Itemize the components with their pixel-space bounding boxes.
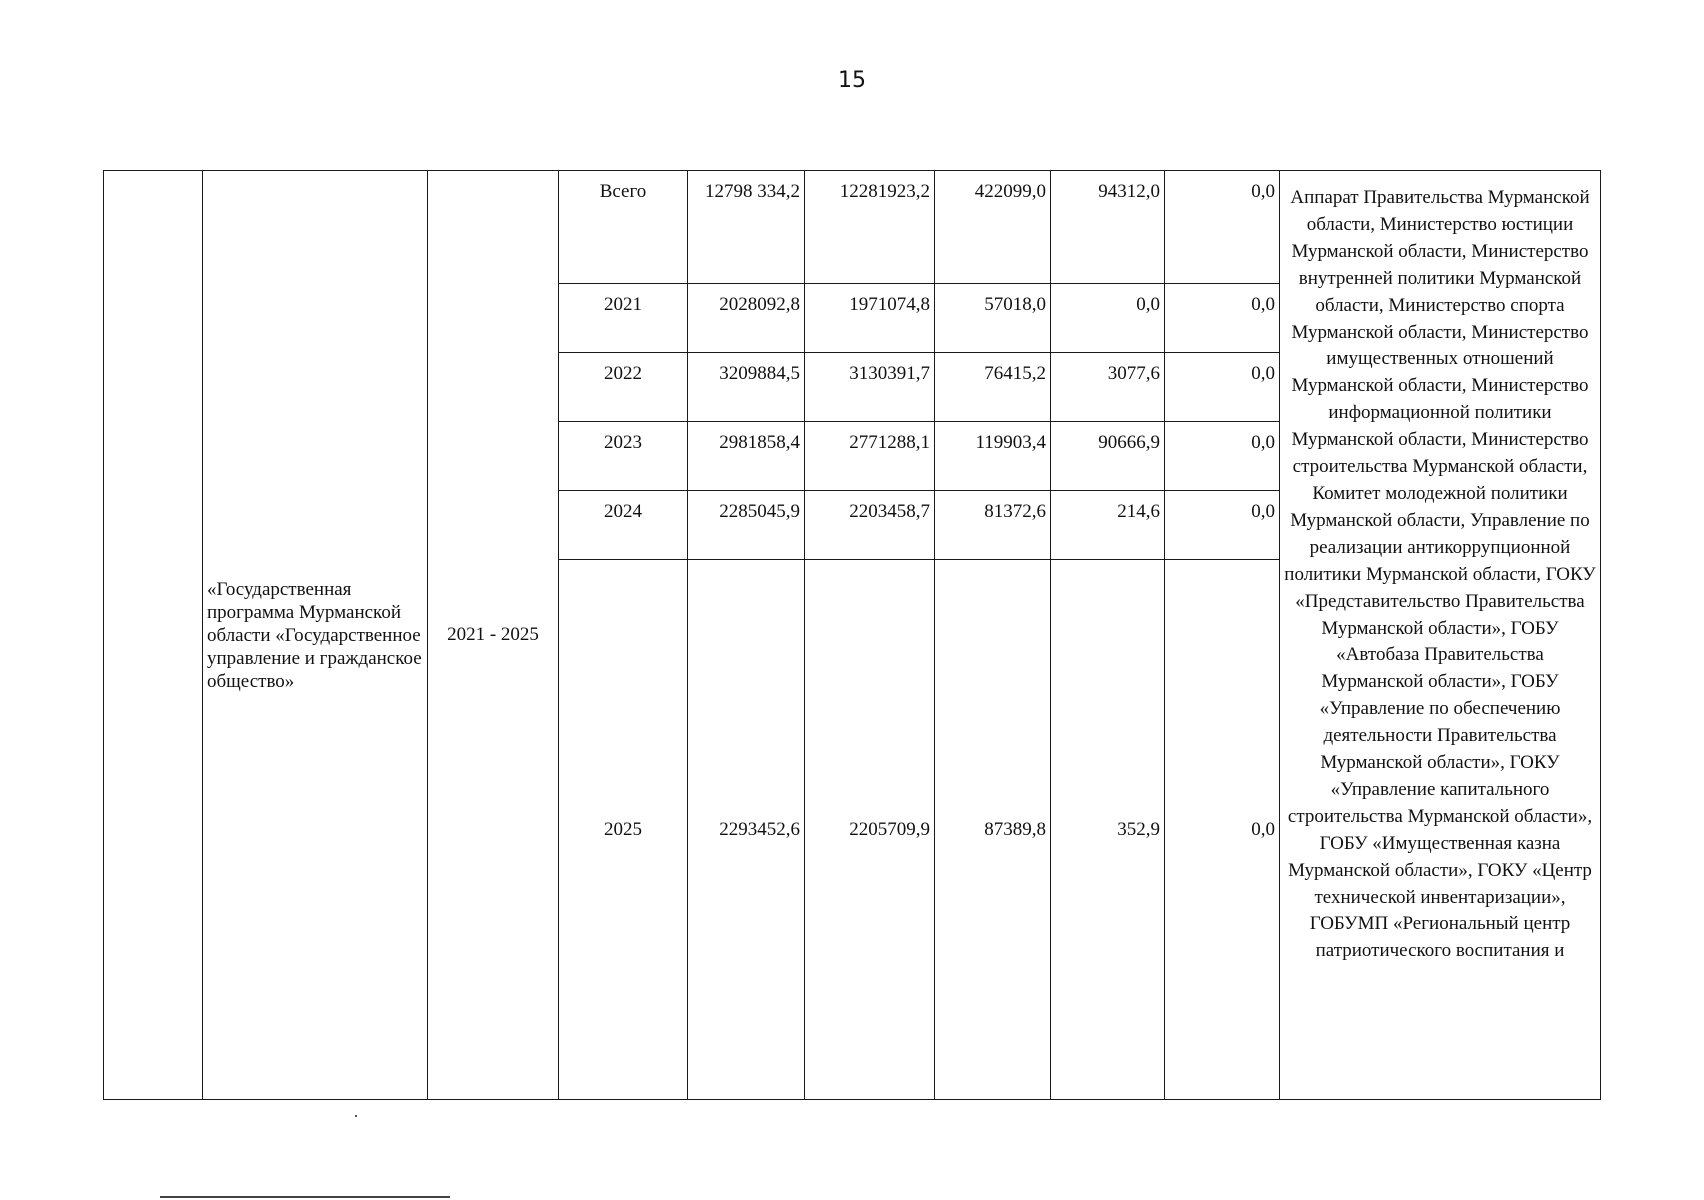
other-sources-cell: 0,0 [1165,560,1280,1100]
local-budget-cell: 90666,9 [1051,422,1165,491]
federal-budget-cell: 119903,4 [935,422,1051,491]
other-sources-cell: 0,0 [1165,171,1280,284]
local-budget-cell: 0,0 [1051,284,1165,353]
regional-budget-cell: 1971074,8 [805,284,935,353]
total-cell: 2285045,9 [688,491,805,560]
total-cell: 12798 334,2 [688,171,805,284]
local-budget-cell: 214,6 [1051,491,1165,560]
regional-budget-cell: 3130391,7 [805,353,935,422]
year-cell: 2024 [559,491,688,560]
other-sources-cell: 0,0 [1165,491,1280,560]
year-cell: 2025 [559,560,688,1100]
other-sources-cell: 0,0 [1165,422,1280,491]
other-sources-cell: 0,0 [1165,353,1280,422]
total-cell: 3209884,5 [688,353,805,422]
year-cell: 2023 [559,422,688,491]
other-sources-cell: 0,0 [1165,284,1280,353]
regional-budget-cell: 2771288,1 [805,422,935,491]
year-cell: 2021 [559,284,688,353]
financing-table [103,170,1601,1100]
number-cell [104,171,203,1100]
total-cell: 2028092,8 [688,284,805,353]
local-budget-cell: 94312,0 [1051,171,1165,284]
federal-budget-cell: 57018,0 [935,284,1051,353]
year-cell: 2022 [559,353,688,422]
local-budget-cell: 3077,6 [1051,353,1165,422]
program-name-cell: «Государственная программа Мурманской области «Государственное управление и гражданское общество» [203,171,428,1100]
federal-budget-cell: 81372,6 [935,491,1051,560]
regional-budget-cell: 12281923,2 [805,171,935,284]
page-number: 15 [838,68,866,93]
scan-speck [355,1115,357,1117]
total-cell: 2981858,4 [688,422,805,491]
federal-budget-cell: 422099,0 [935,171,1051,284]
federal-budget-cell: 87389,8 [935,560,1051,1100]
regional-budget-cell: 2203458,7 [805,491,935,560]
year-cell: Всего [559,171,688,284]
period-cell: 2021 - 2025 [428,171,559,1100]
local-budget-cell: 352,9 [1051,560,1165,1100]
footer-rule [160,1196,450,1198]
table-row [104,171,1601,284]
total-cell: 2293452,6 [688,560,805,1100]
federal-budget-cell: 76415,2 [935,353,1051,422]
regional-budget-cell: 2205709,9 [805,560,935,1100]
responsible-executors-cell: Аппарат Правительства Мурманской области, Министерство юстиции Мурманской области, Министерство внутренней политики Мурманской области, Министерство спорта Мурманской области, Министерство имущественных отношений Мурманской области, Министерство информационной политики Мурманской области, Министерство строительства Мурманской области, Комитет молодежной политики Мурманской области, Управление по реализации антикоррупционной политики Мурманской области, ГОКУ «Представительство Правительства Мурманской области», ГОБУ «Автобаза Правительства Мурманской области», ГОБУ «Управление по обеспечению деятельности Правительства Мурманской области», ГОКУ «Управление капитального строительства Мурманской области», ГОБУ «Имущественная казна Мурманской области», ГОКУ «Центр технической инвентаризации», ГОБУМП «Региональный центр патриотического воспитания и [1280,171,1601,1100]
